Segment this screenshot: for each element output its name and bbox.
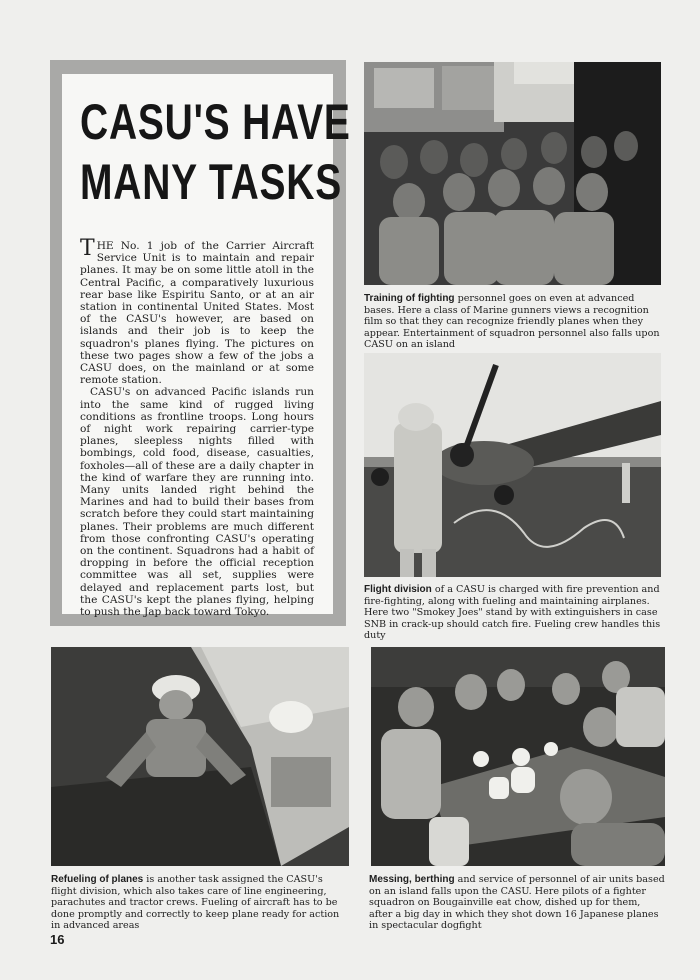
article-headline [80,92,351,212]
caption-messing: Messing, berthing and service of personnel of air units based on an island falls upon the CASU. Here pilots of a fighter squadron on Bougainville eat chow, dished up for them, after a big day in which they shot down 16 Japanese planes in spectacular dogfight [369,874,665,932]
page-number: 16 [50,932,65,947]
photo-refueling [51,647,349,866]
headline-line-1: CASU'S HAVE [80,94,351,150]
article-paragraph-2: CASU's on advanced Pacific islands run into the same kind of rugged living conditions as frontline troops. Long hours of night work repairing carrier-type planes, sleepless nights filled with bombings, cold food, disease, casualties, foxholes—all of these are a daily chapter in the kind of warfare they are running into. Many units landed right behind the Marines and had to build their bases from scratch before they could start maintaining planes. Their problems are much different from those confronting CASU's operating on the continent. Squadrons had a habit of dropping in before the official reception committee was all set, supplies were delayed and replacement parts lost, but the CASU's kept the planes flying, helping to push the Jap back toward Tokyo. [80,386,314,619]
photo-messing [371,647,665,866]
caption-training: Training of fighting personnel goes on even at advanced bases. Here a class of Marine gunners views a recognition film so that they can recognize friendly planes when they appear. Entertainment of squadron personnel also falls upon CASU on an island [364,293,660,351]
article-paragraph-1: THE No. 1 job of the Carrier Aircraft Service Unit is to maintain and repair planes. It may be on some little atoll in the Central Pacific, a comparatively luxurious rear base like Espiritu Santo, or at an air station in continental United States. Most of the CASU's however, are based on islands and their job is to keep the squadron's planes flying. The pictures on these two pages show a few of the jobs a CASU does, on the mainland or at some remote station. [80,236,314,387]
drop-cap: T [80,236,95,261]
headline-line-2: MANY TASKS [80,154,343,210]
photo-training-class [364,62,661,285]
caption-flight: Flight division of a CASU is charged with fire prevention and fire-fighting, along with fueling and maintaining airplanes. Here two "Smokey Joes" stand by with extinguishers in case SNB in crack-up should catch fire. Fueling crew handles this duty [364,584,661,642]
article-body [80,236,314,619]
caption-refueling: Refueling of planes is another task assigned the CASU's flight division, which also takes care of line engineering, parachutes and tractor crews. Fueling of aircraft has to be done promptly and correctly to keep plane ready for action in advanced areas [51,874,340,932]
photo-flight-division [364,353,661,577]
